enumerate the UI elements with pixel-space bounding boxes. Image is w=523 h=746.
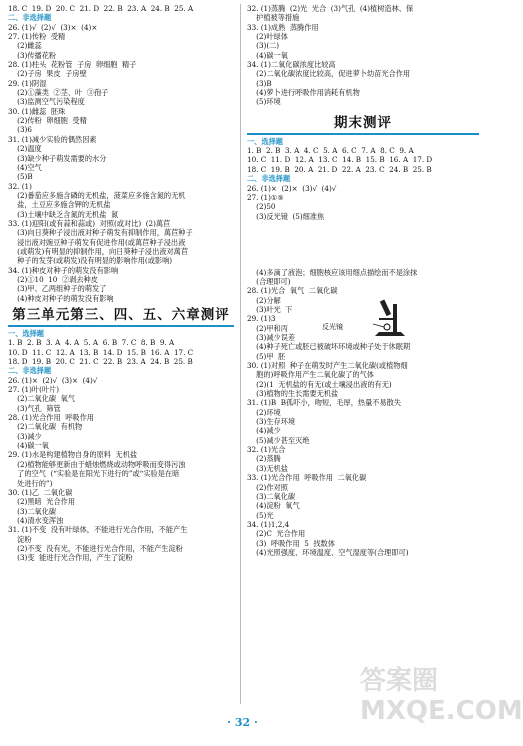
answer-line: (或萌发)有明显的抑制作用，向日葵种子浸出液对萬苣 <box>8 246 189 256</box>
answer-line: 30. (1)雌蕊 胚珠 <box>8 106 66 116</box>
answer-line: 27. (1)叶(叶片) <box>8 385 60 395</box>
figure-space <box>247 230 479 239</box>
answer-line: (2)①10 10 ②剥去种皮 <box>8 274 98 284</box>
answer-line: (5)甲 胚 <box>247 351 286 361</box>
answer-line: (3)无机盐 <box>247 463 288 473</box>
answer-line: (2)①藻类 ②茎、叶 ③孢子 <box>8 88 109 98</box>
figure-space <box>247 258 479 267</box>
answer-line: 26. (1)× (2)× (3)√ (4)√ <box>247 183 337 193</box>
answer-line: 10. D 11. C 12. A 13. B 14. D 15. B 16. A 17. C <box>8 347 194 357</box>
answer-line: 浸出液对豌豆种子萌发有促进作用(或萬苣种子浸出液 <box>8 237 186 247</box>
answer-line: 32. (1)光合 <box>247 445 286 455</box>
answer-line: (3)叶光 下 <box>247 304 293 314</box>
answer-line: (2)子房 果皮 子房壁 <box>8 69 87 79</box>
answer-line: (5)光 <box>247 510 274 520</box>
answer-line: (4)清水变浑浊 <box>8 515 64 525</box>
answer-line: 32. (1) <box>8 181 32 191</box>
answer-line: 33. (1)迎阳(或有蒜和蒜或) 对照(或对比) (2)萬苣 <box>8 218 171 228</box>
answer-line: (2)二氧化碳浓度比较高，促进萝卜幼苗光合作用 <box>247 69 411 79</box>
answer-line: (4)种皮对种子的萌发没有影响 <box>8 293 114 303</box>
answer-line: 10. C 11. D 12. A 13. C 14. B 15. B 16. A 17. D <box>247 155 433 165</box>
answer-line: 28. (1)光合作用 呼吸作用 <box>8 413 94 423</box>
answer-line: (4)空气 <box>8 162 42 172</box>
answer-line: 33. (1)光合作用 呼吸作用 二氧化碳 <box>247 473 367 483</box>
answer-line: (4)萝卜进行呼吸作用消耗有机物 <box>247 88 360 98</box>
answer-line: 27. (1)①⑤ <box>247 192 284 202</box>
answer-line: 18. D 19. B 20. C 21. C 22. B 23. A 24. B 25. B <box>8 357 193 367</box>
answer-line: (3)反光镜 (5)细准焦 <box>247 211 325 221</box>
answer-line: (2)番茄应多施含磷的无机盐，菠菜应多施含氮的无机 <box>8 190 186 200</box>
microscope-figure <box>365 296 415 340</box>
answer-line: (2)二氧化碳 氧气 <box>8 394 76 404</box>
answer-line: 18. C 19. B 20. A 21. D 22. A 23. C 24. B 25. B <box>247 164 432 174</box>
section-heading: 一、选择题 <box>247 136 283 146</box>
left-column <box>8 4 234 563</box>
answer-line: (3)生存环境 <box>247 417 296 427</box>
section-heading: 一、选择题 <box>8 329 44 338</box>
answer-line: 处进行的”) <box>8 478 53 488</box>
answer-line: 34. (1)种皮对种子的萌发没有影响 <box>8 265 119 275</box>
answer-line: 31. (1)B B孤吓小，吻短，毛厚，热量不易散失 <box>247 398 402 408</box>
answer-line: 18. C 19. D 20. C 21. D 22. B 23. A 24. B 25. A <box>8 4 194 13</box>
column-divider <box>240 4 241 704</box>
answer-line: (3)变 能进行光合作用，产生了淀粉 <box>8 553 133 563</box>
answer-line: (3)二氧化碳 <box>8 506 57 516</box>
answer-line: (3)缺少种子萌发需要的水分 <box>8 153 107 163</box>
section-heading: 二、非选择题 <box>8 13 52 23</box>
answer-line: (4)碳一氧 <box>8 441 49 451</box>
figure-label: 反光镜 <box>322 323 343 331</box>
answer-line: (2)(1 无机盐的有无(或土壤浸出液的有无) <box>247 379 392 389</box>
answer-line: 31. (1)不变 没有叶绿体，不能进行光合作用，不能产生 <box>8 525 188 535</box>
figure-space <box>247 249 479 258</box>
answer-line: (3)(二) <box>247 41 280 51</box>
answer-line: 1. B 2. B 3. A 4. C 5. A 6. C 7. A 8. C 9. A <box>247 146 414 156</box>
page-number: · 32 · <box>227 716 258 729</box>
answer-line: 护植被等措施 <box>247 13 300 23</box>
answer-line: (3)甲、乙两组种子的萌发了 <box>8 284 107 294</box>
answer-line: (3)向日葵种子浸出液对种子萌发有抑制作用，萬苣种子 <box>8 228 193 238</box>
answer-line: (2)C 光合作用 <box>247 529 306 539</box>
answer-line: (4)光照强度、环境温度、空气湿度等(合理即可) <box>247 547 409 557</box>
answer-line: (3) 呼吸作用 5 找数体 <box>247 538 335 548</box>
answer-line: (3)植物的生长需要无机盐 <box>247 389 339 399</box>
answer-line: (5)环境 <box>247 97 281 107</box>
answer-line: (4)多滴了液泡；细胞核应该用细点描绘而不是涂抹 <box>247 267 418 277</box>
answer-line: 胞的)呼吸作用产生二氧化碳了的气体 <box>247 370 374 380</box>
answer-line: 33. (1)成熟 蒸腾作用 <box>247 22 319 32</box>
title-rule <box>247 133 479 135</box>
answer-line: (3)减少 <box>8 431 42 441</box>
answer-line: (合理即可) <box>247 276 291 286</box>
answer-line: (2)传粉 卵细胞 受精 <box>8 116 87 126</box>
answer-line: (2)蒸腾 <box>247 454 281 464</box>
answer-line: 28. (1)光合 氧气 二氧化碳 <box>247 286 338 296</box>
answer-line: (2)不变 没有光，不能进行光合作用，不能产生淀粉 <box>8 543 183 553</box>
answer-line: 31. (1)减少实验的偶然因素 <box>8 134 97 144</box>
answer-line: (3)减少误差 <box>247 333 296 342</box>
answer-line: 26. (1)√ (2)√ (3)× (4)× <box>8 22 98 32</box>
answer-line: (2)分解 <box>247 295 281 305</box>
answer-line: (3)土壤中缺乏含氮的无机盐 氮 <box>8 209 119 219</box>
watermark <box>360 666 523 742</box>
answer-line: (2)植物能够更新由于蜡烛燃烧或动物呼吸而变得污浊 <box>8 459 186 469</box>
watermark-line: MXQE.COM <box>360 696 523 726</box>
answer-line: (3)B <box>247 78 272 88</box>
answer-line: 34. (1)二氧化碳浓度比较高 <box>247 60 336 70</box>
answer-line: 34. (1)1,2,4 <box>247 519 290 529</box>
answer-line: (2)作对照 <box>247 482 288 492</box>
answer-line: (2)雌蕊 <box>8 41 42 51</box>
answer-line: 29. (1)3 <box>247 314 276 324</box>
answer-line: 27. (1)传粉 受精 <box>8 32 66 42</box>
answer-line: (4)减少 <box>247 426 281 436</box>
answer-line: (5)B <box>8 172 33 182</box>
answer-line: 了的空气 (“实验是在阳光下进行的”或“实验是在暗 <box>8 469 180 479</box>
answer-line: 29. (1)水是构建植物自身的原料 无机盐 <box>8 450 138 460</box>
answer-line: (2)二氧化碳 有机物 <box>8 422 83 432</box>
answer-line: (4)碳一氧 <box>247 50 288 60</box>
answer-line: (4)淀粉 氧气 <box>247 501 300 511</box>
answer-line: (2)甲和丙 <box>247 323 288 333</box>
answer-line: (3)气孔 筛管 <box>8 403 61 413</box>
answer-line: (3)监测空气污染程度 <box>8 97 85 107</box>
answer-line: 淀粉 <box>8 534 32 544</box>
section-heading: 二、非选择题 <box>8 366 52 376</box>
section-title: 期末测评 <box>334 114 392 131</box>
answer-line: (3)传播花粉 <box>8 50 57 60</box>
answer-line: 盐，土豆应多施含钾的无机盐 <box>8 200 111 210</box>
answer-line: 32. (1)蒸腾 (2)光 光合 (3)气孔 (4)植树造林、保 <box>247 4 414 13</box>
answer-line: (3)二氧化碳 <box>247 491 296 501</box>
answer-line: 28. (1)柱头 花粉管 子房 卵细胞 精子 <box>8 60 137 70</box>
answer-line: 26. (1)× (2)√ (3)× (4)√ <box>8 375 98 385</box>
answer-line: (4)种子死亡或胚已被破坏环境或种子处于休眠期 <box>247 342 411 352</box>
answer-line: 30. (1)乙 二氧化碳 <box>8 487 73 497</box>
right-column <box>247 4 479 557</box>
title-rule <box>8 325 234 327</box>
answer-line: (2)黑暗 光合作用 <box>8 497 76 507</box>
section-heading: 二、非选择题 <box>247 174 291 184</box>
watermark-line: 答案圈 <box>360 666 439 696</box>
answer-line: (2)温度 <box>8 144 42 154</box>
answer-line: 29. (1)阴湿 <box>8 78 47 88</box>
figure-space <box>247 240 479 249</box>
answer-line: 30. (1)对照 种子在萌发时产生二氧化碳(或植物细 <box>247 361 408 371</box>
answer-line: (3)6 <box>8 125 32 135</box>
answer-line: 1. B 2. B 3. A 4. A 5. A 6. B 7. C 8. B 9. A <box>8 338 175 348</box>
figure-space <box>247 221 479 230</box>
answer-line: 种子的发芽(或萌发)没有明显的影响作用(或影响) <box>8 256 173 266</box>
answer-line: (2)环境 <box>247 407 281 417</box>
answer-line: (2)50 <box>247 202 276 212</box>
answer-line: (2)叶绿体 <box>247 32 288 42</box>
answer-line: (5)减少甚至灭绝 <box>247 435 310 445</box>
section-title: 第三单元第三、四、五、六章测评 <box>12 307 230 323</box>
